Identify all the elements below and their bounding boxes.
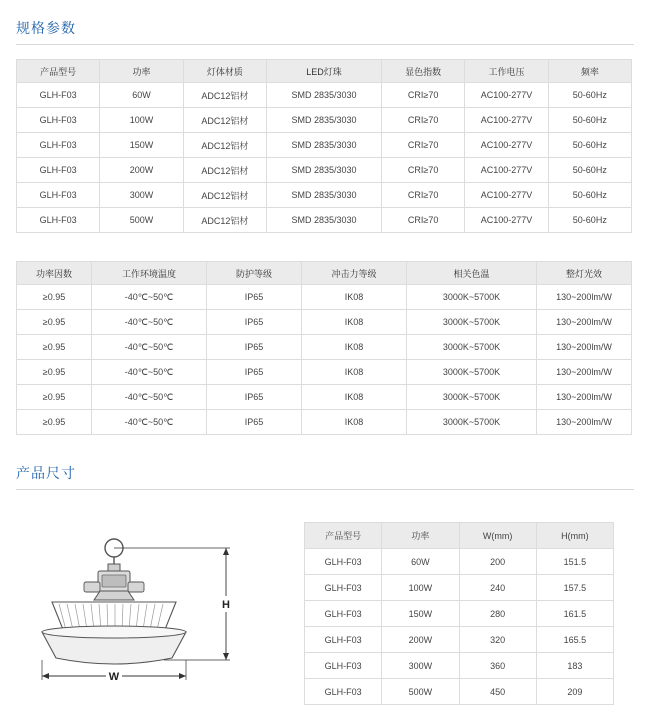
cell: IP65 (207, 410, 302, 435)
cell: 450 (459, 679, 536, 705)
col-header: 产品型号 (305, 523, 382, 549)
cell: IK08 (302, 385, 407, 410)
cell: 50-60Hz (548, 158, 631, 183)
col-header: 功率 (382, 523, 459, 549)
cell: 130~200lm/W (537, 360, 632, 385)
cell: IP65 (207, 385, 302, 410)
cell: 360 (459, 653, 536, 679)
cell: ≥0.95 (17, 360, 92, 385)
cell: IK08 (302, 310, 407, 335)
cell: 209 (536, 679, 613, 705)
table-row (17, 133, 632, 158)
cell: ≥0.95 (17, 285, 92, 310)
table-row (17, 285, 632, 310)
cell: SMD 2835/3030 (266, 133, 381, 158)
cell: CRI≥70 (381, 208, 464, 233)
cell: GLH-F03 (17, 108, 100, 133)
table-row (17, 410, 632, 435)
table-row (305, 653, 614, 679)
col-header: 灯体材质 (183, 60, 266, 83)
cell: GLH-F03 (17, 83, 100, 108)
cell: 130~200lm/W (537, 335, 632, 360)
cell: ≥0.95 (17, 410, 92, 435)
cell: 240 (459, 575, 536, 601)
cell: AC100-277V (465, 108, 548, 133)
cell: AC100-277V (465, 83, 548, 108)
cell: 200W (100, 158, 183, 183)
table-row (17, 385, 632, 410)
table-header-row (17, 262, 632, 285)
cell: 50-60Hz (548, 183, 631, 208)
cell: IP65 (207, 310, 302, 335)
cell: GLH-F03 (305, 679, 382, 705)
cell: 500W (382, 679, 459, 705)
cell: -40℃~50℃ (92, 410, 207, 435)
col-header: 频率 (548, 60, 631, 83)
cell: GLH-F03 (17, 133, 100, 158)
cell: SMD 2835/3030 (266, 158, 381, 183)
col-header: 防护等级 (207, 262, 302, 285)
cell: 200 (459, 549, 536, 575)
cell: -40℃~50℃ (92, 310, 207, 335)
page-title-dims: 产品尺寸 (16, 465, 76, 481)
product-drawing (0, 510, 304, 690)
col-header: 工作环境温度 (92, 262, 207, 285)
dimensions-table-wrap (304, 522, 614, 705)
cell: IK08 (302, 285, 407, 310)
cell: 130~200lm/W (537, 385, 632, 410)
table-row (17, 335, 632, 360)
cell: GLH-F03 (17, 208, 100, 233)
col-header: 工作电压 (465, 60, 548, 83)
highbay-light-diagram (14, 530, 284, 690)
col-header: 冲击力等级 (302, 262, 407, 285)
dims-title-divider (16, 489, 634, 490)
col-header: 功率 (100, 60, 183, 83)
col-header: 功率因数 (17, 262, 92, 285)
cell: 3000K~5700K (407, 385, 537, 410)
cell: IP65 (207, 335, 302, 360)
cell: CRI≥70 (381, 158, 464, 183)
cell: ADC12铝材 (183, 208, 266, 233)
cell: 300W (382, 653, 459, 679)
cell: 150W (382, 601, 459, 627)
cell: SMD 2835/3030 (266, 108, 381, 133)
cell: SMD 2835/3030 (266, 208, 381, 233)
spec-table-2 (16, 261, 632, 435)
cell: IP65 (207, 360, 302, 385)
cell: ≥0.95 (17, 385, 92, 410)
col-header: 显色指数 (381, 60, 464, 83)
cell: IP65 (207, 285, 302, 310)
cell: GLH-F03 (17, 183, 100, 208)
cell: 320 (459, 627, 536, 653)
table-header-row (305, 523, 614, 549)
spec-table-2-wrap (0, 261, 650, 435)
cell: GLH-F03 (17, 158, 100, 183)
cell: IK08 (302, 335, 407, 360)
cell: CRI≥70 (381, 83, 464, 108)
cell: ADC12铝材 (183, 183, 266, 208)
table-row (305, 549, 614, 575)
table-row (17, 83, 632, 108)
cell: -40℃~50℃ (92, 285, 207, 310)
height-label: H (222, 599, 230, 611)
spec-table-1-wrap (0, 59, 650, 233)
cell: AC100-277V (465, 158, 548, 183)
cell: 300W (100, 183, 183, 208)
col-header: H(mm) (536, 523, 613, 549)
cell: ADC12铝材 (183, 158, 266, 183)
cell: 151.5 (536, 549, 613, 575)
cell: 157.5 (536, 575, 613, 601)
cell: GLH-F03 (305, 575, 382, 601)
cell: 60W (382, 549, 459, 575)
cell: -40℃~50℃ (92, 385, 207, 410)
cell: 100W (100, 108, 183, 133)
col-header: 整灯光效 (537, 262, 632, 285)
cell: -40℃~50℃ (92, 335, 207, 360)
cell: IK08 (302, 410, 407, 435)
cell: 100W (382, 575, 459, 601)
cell: 50-60Hz (548, 133, 631, 158)
cell: ≥0.95 (17, 310, 92, 335)
cell: IK08 (302, 360, 407, 385)
cell: 3000K~5700K (407, 410, 537, 435)
cell: ADC12铝材 (183, 83, 266, 108)
cell: GLH-F03 (305, 653, 382, 679)
cell: AC100-277V (465, 183, 548, 208)
page-title-spec: 规格参数 (16, 20, 76, 36)
cell: 130~200lm/W (537, 310, 632, 335)
table-row (17, 108, 632, 133)
table-row (17, 208, 632, 233)
cell: 50-60Hz (548, 83, 631, 108)
cell: CRI≥70 (381, 183, 464, 208)
cell: 200W (382, 627, 459, 653)
cell: 50-60Hz (548, 208, 631, 233)
table-row (17, 158, 632, 183)
cell: 3000K~5700K (407, 360, 537, 385)
cell: 60W (100, 83, 183, 108)
width-label: W (108, 671, 120, 683)
cell: AC100-277V (465, 208, 548, 233)
col-header: W(mm) (459, 523, 536, 549)
col-header: 相关色温 (407, 262, 537, 285)
col-header: LED灯珠 (266, 60, 381, 83)
dims-section-header (0, 463, 650, 483)
table-header-row (17, 60, 632, 83)
cell: 130~200lm/W (537, 285, 632, 310)
cell: GLH-F03 (305, 549, 382, 575)
cell: 150W (100, 133, 183, 158)
table-row (17, 310, 632, 335)
cell: 50-60Hz (548, 108, 631, 133)
dimensions-table (304, 522, 614, 705)
cell: GLH-F03 (305, 601, 382, 627)
table-row (305, 679, 614, 705)
cell: AC100-277V (465, 133, 548, 158)
cell: 500W (100, 208, 183, 233)
dimensions-area (0, 510, 650, 705)
spec-title-divider (16, 44, 634, 45)
table-row (305, 627, 614, 653)
cell: -40℃~50℃ (92, 360, 207, 385)
cell: CRI≥70 (381, 133, 464, 158)
spec-section-header (0, 0, 650, 38)
cell: 165.5 (536, 627, 613, 653)
cell: ADC12铝材 (183, 108, 266, 133)
table-row (305, 601, 614, 627)
cell: 3000K~5700K (407, 335, 537, 360)
col-header: 产品型号 (17, 60, 100, 83)
cell: 130~200lm/W (537, 410, 632, 435)
table-row (17, 360, 632, 385)
cell: SMD 2835/3030 (266, 83, 381, 108)
cell: ADC12铝材 (183, 133, 266, 158)
cell: 3000K~5700K (407, 285, 537, 310)
table-row (17, 183, 632, 208)
cell: 3000K~5700K (407, 310, 537, 335)
cell: CRI≥70 (381, 108, 464, 133)
cell: 161.5 (536, 601, 613, 627)
table-row (305, 575, 614, 601)
cell: GLH-F03 (305, 627, 382, 653)
cell: 183 (536, 653, 613, 679)
spec-table-1 (16, 59, 632, 233)
cell: SMD 2835/3030 (266, 183, 381, 208)
cell: 280 (459, 601, 536, 627)
cell: ≥0.95 (17, 335, 92, 360)
